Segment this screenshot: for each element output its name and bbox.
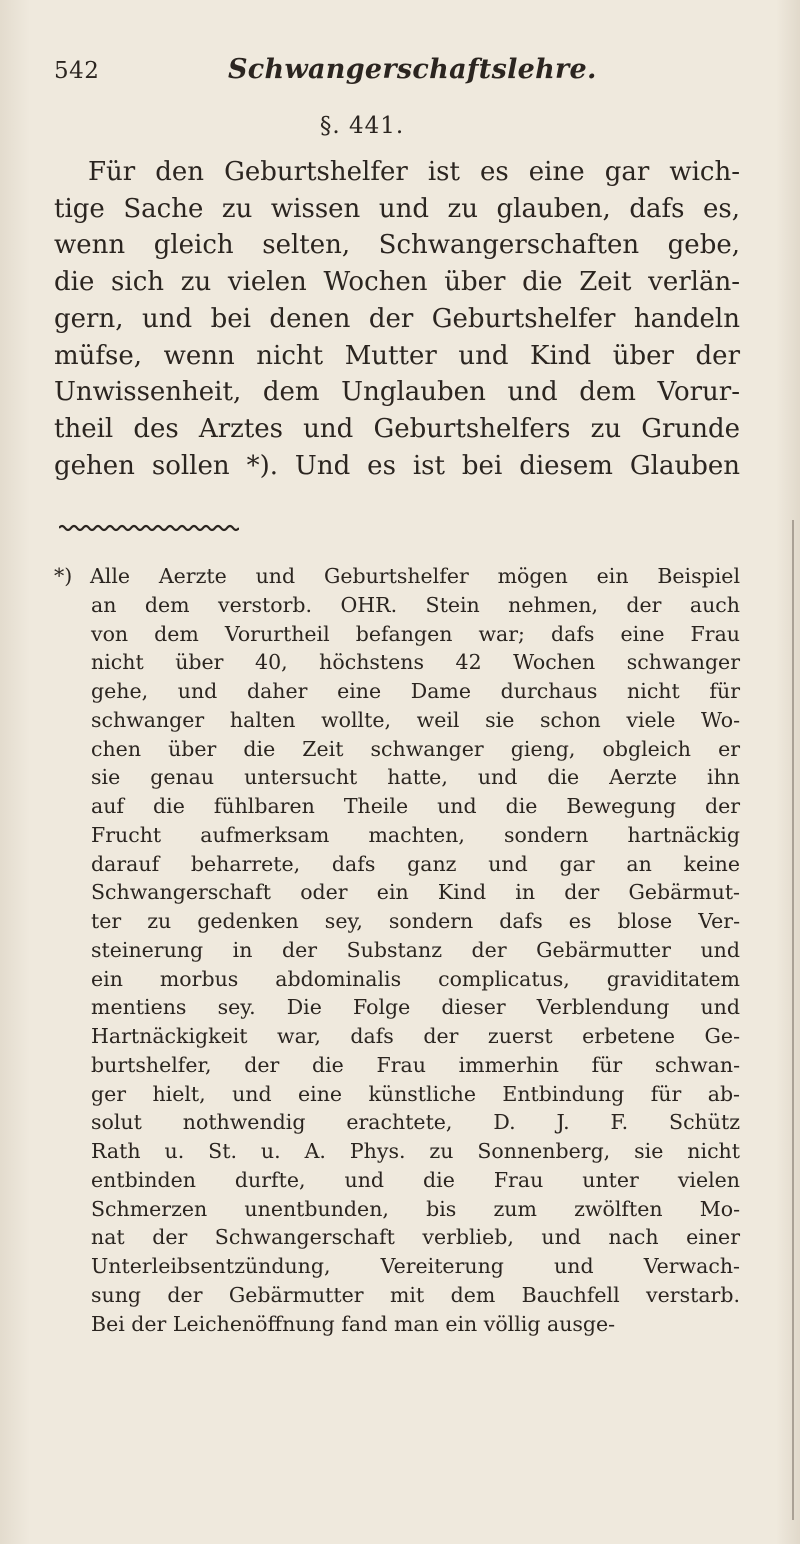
footnote-line: ger hielt, und eine künstliche Entbindung für ab- xyxy=(91,1081,740,1106)
body-line: die sich zu vielen Wochen über die Zeit verlän- xyxy=(54,267,740,298)
footnote-line: sie genau untersucht hatte, und die Aerzte ihn xyxy=(91,765,740,790)
section-number: §. 441. xyxy=(319,113,405,139)
footnote-line: ter zu gedenken sey, sondern dafs es blose Ver- xyxy=(91,909,740,933)
page-header xyxy=(50,54,750,98)
body-text xyxy=(54,154,740,484)
footnote-line: Hartnäckigkeit war, dafs der zuerst erbetene Ge- xyxy=(91,1024,740,1048)
footnote-separator-ornament xyxy=(59,524,239,532)
footnote-line: auf die fühlbaren Theile und die Bewegung der xyxy=(91,794,740,818)
footnote-line: schwanger halten wollte, weil sie schon viele Wo- xyxy=(91,707,740,732)
footnote-line: chen über die Zeit schwanger gieng, obgleich er xyxy=(91,736,740,761)
footnote-line: burtshelfer, der die Frau immerhin für schwan- xyxy=(91,1052,740,1077)
body-line: theil des Arztes und Geburtshelfers zu Grunde xyxy=(54,413,740,444)
footnote-line: sung der Gebärmutter mit dem Bauchfell verstarb. xyxy=(91,1282,740,1307)
footnote-line: darauf beharrete, dafs ganz und gar an keine xyxy=(91,851,740,876)
body-line: gern, und bei denen der Geburtshelfer handeln xyxy=(54,303,740,334)
footnote-line: Rath u. St. u. A. Phys. zu Sonnenberg, sie nicht xyxy=(91,1139,740,1163)
footnote-marker: *) xyxy=(54,564,73,588)
footnote-line: von dem Vorurtheil befangen war; dafs eine Frau xyxy=(91,621,740,646)
footnote-line xyxy=(54,562,740,591)
footnote-line: gehe, und daher eine Dame durchaus nicht für xyxy=(91,679,740,703)
footnote-line: Frucht aufmerksam machten, sondern hartnäckig xyxy=(91,822,740,847)
footnote-line: nicht über 40, höchstens 42 Wochen schwanger xyxy=(91,650,740,675)
footnote-line: steinerung in der Substanz der Gebärmutter und xyxy=(91,937,740,962)
body-line: tige Sache zu wissen und zu glauben, dafs es, xyxy=(54,193,740,224)
footnote xyxy=(54,562,740,1338)
body-line: gehen sollen *). Und es ist bei diesem Glauben xyxy=(54,450,740,481)
body-line: wenn gleich selten, Schwangerschaften gebe, xyxy=(54,230,740,261)
section-heading xyxy=(0,113,800,139)
page-number: 542 xyxy=(54,58,100,84)
running-title: Schwangerschaftslehre. xyxy=(228,54,597,85)
body-line: Unwissenheit, dem Unglauben und dem Vorur- xyxy=(54,377,740,408)
body-line: müfse, wenn nicht Mutter und Kind über der xyxy=(54,340,740,371)
body-line: Für den Geburtshelfer ist es eine gar wich- xyxy=(88,157,740,187)
footnote-line: Bei der Leichenöffnung fand man ein völlig ausge- xyxy=(91,1311,616,1336)
footnote-line: Schwangerschaft oder ein Kind in der Gebärmut- xyxy=(91,880,740,905)
footnote-line: Schmerzen unentbunden, bis zum zwölften Mo- xyxy=(91,1196,740,1221)
footnote-line: an dem verstorb. OHR. Stein nehmen, der auch xyxy=(91,592,740,617)
footnote-line: Unterleibsentzündung, Vereiterung und Verwach- xyxy=(91,1254,740,1278)
footnote-line: solut nothwendig erachtete, D. J. F. Schütz xyxy=(91,1110,740,1135)
footnote-line: ein morbus abdominalis complicatus, graviditatem xyxy=(91,966,740,991)
footnote-line: mentiens sey. Die Folge dieser Verblendung und xyxy=(91,995,740,1020)
footnote-line: nat der Schwangerschaft verblieb, und nach einer xyxy=(91,1225,740,1250)
footnote-line: entbinden durfte, und die Frau unter vielen xyxy=(91,1167,740,1192)
page-edge-line xyxy=(792,520,794,1520)
footnote-line-text: Alle Aerzte und Geburtshelfer mögen ein Beispiel xyxy=(90,564,740,588)
